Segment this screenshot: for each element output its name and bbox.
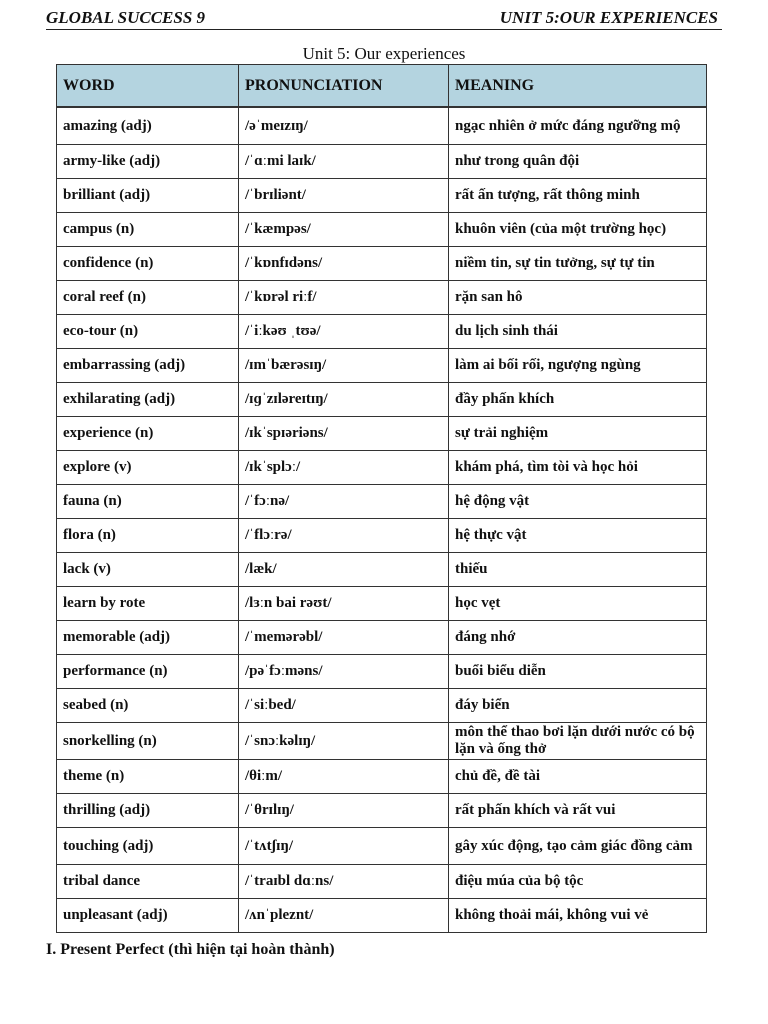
- table-row: [57, 451, 707, 485]
- cell-pronunciation: /ʌnˈpleznt/: [239, 899, 449, 933]
- cell-meaning: niềm tin, sự tin tưởng, sự tự tin: [449, 247, 707, 281]
- cell-meaning: hệ động vật: [449, 485, 707, 519]
- cell-word: campus (n): [57, 213, 239, 247]
- table-header-row: [57, 65, 707, 108]
- cell-meaning: rất phấn khích và rất vui: [449, 794, 707, 828]
- cell-pronunciation: /ˈθrɪlɪŋ/: [239, 794, 449, 828]
- table-row: [57, 485, 707, 519]
- cell-pronunciation: /ˈkæmpəs/: [239, 213, 449, 247]
- table-row: [57, 315, 707, 349]
- table-row: [57, 145, 707, 179]
- cell-word: learn by rote: [57, 587, 239, 621]
- table-row: [57, 689, 707, 723]
- cell-word: performance (n): [57, 655, 239, 689]
- table-row: [57, 587, 707, 621]
- cell-meaning: sự trải nghiệm: [449, 417, 707, 451]
- cell-meaning: ngạc nhiên ở mức đáng ngưỡng mộ: [449, 107, 707, 145]
- cell-meaning: đáy biển: [449, 689, 707, 723]
- table-row: [57, 247, 707, 281]
- cell-word: fauna (n): [57, 485, 239, 519]
- cell-word: army-like (adj): [57, 145, 239, 179]
- table-row: [57, 281, 707, 315]
- cell-pronunciation: /ɪɡˈzɪləreɪtɪŋ/: [239, 383, 449, 417]
- table-row: [57, 383, 707, 417]
- cell-word: theme (n): [57, 760, 239, 794]
- cell-meaning: hệ thực vật: [449, 519, 707, 553]
- cell-word: memorable (adj): [57, 621, 239, 655]
- column-header-meaning: MEANING: [449, 65, 707, 108]
- cell-pronunciation: /ɪkˈsplɔː/: [239, 451, 449, 485]
- cell-word: amazing (adj): [57, 107, 239, 145]
- cell-pronunciation: /ɪmˈbærəsɪŋ/: [239, 349, 449, 383]
- table-row: [57, 213, 707, 247]
- vocabulary-table: [56, 64, 707, 933]
- cell-meaning: môn thể thao bơi lặn dưới nước có bộ lặn và ống thở: [449, 723, 707, 760]
- cell-word: flora (n): [57, 519, 239, 553]
- table-row: [57, 621, 707, 655]
- cell-pronunciation: /ˈflɔːrə/: [239, 519, 449, 553]
- cell-word: brilliant (adj): [57, 179, 239, 213]
- cell-word: explore (v): [57, 451, 239, 485]
- cell-meaning: gây xúc động, tạo cảm giác đồng cảm: [449, 828, 707, 865]
- header-course-title: GLOBAL SUCCESS 9: [46, 8, 206, 27]
- cell-meaning: chủ đề, đề tài: [449, 760, 707, 794]
- page-title: Unit 5: Our experiences: [302, 44, 466, 63]
- page-header: [46, 8, 722, 30]
- table-row: [57, 179, 707, 213]
- cell-meaning: buổi biểu diễn: [449, 655, 707, 689]
- table-row: [57, 417, 707, 451]
- cell-meaning: rất ấn tượng, rất thông minh: [449, 179, 707, 213]
- cell-word: coral reef (n): [57, 281, 239, 315]
- table-row: [57, 723, 707, 760]
- cell-word: seabed (n): [57, 689, 239, 723]
- cell-pronunciation: /θiːm/: [239, 760, 449, 794]
- table-body: [57, 107, 707, 933]
- cell-word: eco-tour (n): [57, 315, 239, 349]
- table-row: [57, 553, 707, 587]
- cell-meaning: điệu múa của bộ tộc: [449, 865, 707, 899]
- cell-pronunciation: /ˈbrɪliənt/: [239, 179, 449, 213]
- cell-word: exhilarating (adj): [57, 383, 239, 417]
- cell-pronunciation: /ɪkˈspɪəriəns/: [239, 417, 449, 451]
- table-row: [57, 349, 707, 383]
- cell-word: tribal dance: [57, 865, 239, 899]
- cell-pronunciation: /ˈɑːmi laɪk/: [239, 145, 449, 179]
- cell-word: confidence (n): [57, 247, 239, 281]
- cell-meaning: làm ai bối rối, ngượng ngùng: [449, 349, 707, 383]
- table-row: [57, 865, 707, 899]
- cell-pronunciation: /əˈmeɪzɪŋ/: [239, 107, 449, 145]
- cell-pronunciation: /lɜːn bai rəʊt/: [239, 587, 449, 621]
- cell-meaning: học vẹt: [449, 587, 707, 621]
- column-header-pronunciation: PRONUNCIATION: [239, 65, 449, 108]
- cell-meaning: không thoải mái, không vui vẻ: [449, 899, 707, 933]
- cell-meaning: đáng nhớ: [449, 621, 707, 655]
- cell-word: lack (v): [57, 553, 239, 587]
- cell-meaning: khuôn viên (của một trường học): [449, 213, 707, 247]
- table-row: [57, 655, 707, 689]
- table-row: [57, 519, 707, 553]
- table-row: [57, 760, 707, 794]
- cell-meaning: như trong quân đội: [449, 145, 707, 179]
- cell-meaning: khám phá, tìm tòi và học hỏi: [449, 451, 707, 485]
- cell-pronunciation: /ˈsiːbed/: [239, 689, 449, 723]
- cell-meaning: thiếu: [449, 553, 707, 587]
- cell-pronunciation: /ˈtraɪbl dɑːns/: [239, 865, 449, 899]
- cell-pronunciation: /pəˈfɔːməns/: [239, 655, 449, 689]
- section-heading: I. Present Perfect (thì hiện tại hoàn thành): [46, 941, 335, 958]
- cell-meaning: du lịch sinh thái: [449, 315, 707, 349]
- table-row: [57, 107, 707, 145]
- cell-pronunciation: /ˈiːkəʊ ˌtʊə/: [239, 315, 449, 349]
- cell-meaning: đầy phấn khích: [449, 383, 707, 417]
- table-row: [57, 828, 707, 865]
- cell-word: snorkelling (n): [57, 723, 239, 760]
- cell-pronunciation: /ˈtʌtʃɪŋ/: [239, 828, 449, 865]
- cell-word: experience (n): [57, 417, 239, 451]
- cell-word: unpleasant (adj): [57, 899, 239, 933]
- table-row: [57, 794, 707, 828]
- cell-pronunciation: /ˈkɒnfɪdəns/: [239, 247, 449, 281]
- table-row: [57, 899, 707, 933]
- cell-pronunciation: /læk/: [239, 553, 449, 587]
- cell-pronunciation: /ˈsnɔːkəlɪŋ/: [239, 723, 449, 760]
- cell-meaning: rặn san hô: [449, 281, 707, 315]
- column-header-word: WORD: [57, 65, 239, 108]
- cell-word: touching (adj): [57, 828, 239, 865]
- cell-pronunciation: /ˈmemərəbl/: [239, 621, 449, 655]
- cell-pronunciation: /ˈkɒrəl riːf/: [239, 281, 449, 315]
- cell-pronunciation: /ˈfɔːnə/: [239, 485, 449, 519]
- cell-word: embarrassing (adj): [57, 349, 239, 383]
- cell-word: thrilling (adj): [57, 794, 239, 828]
- header-unit-title: UNIT 5:OUR EXPERIENCES: [499, 8, 718, 27]
